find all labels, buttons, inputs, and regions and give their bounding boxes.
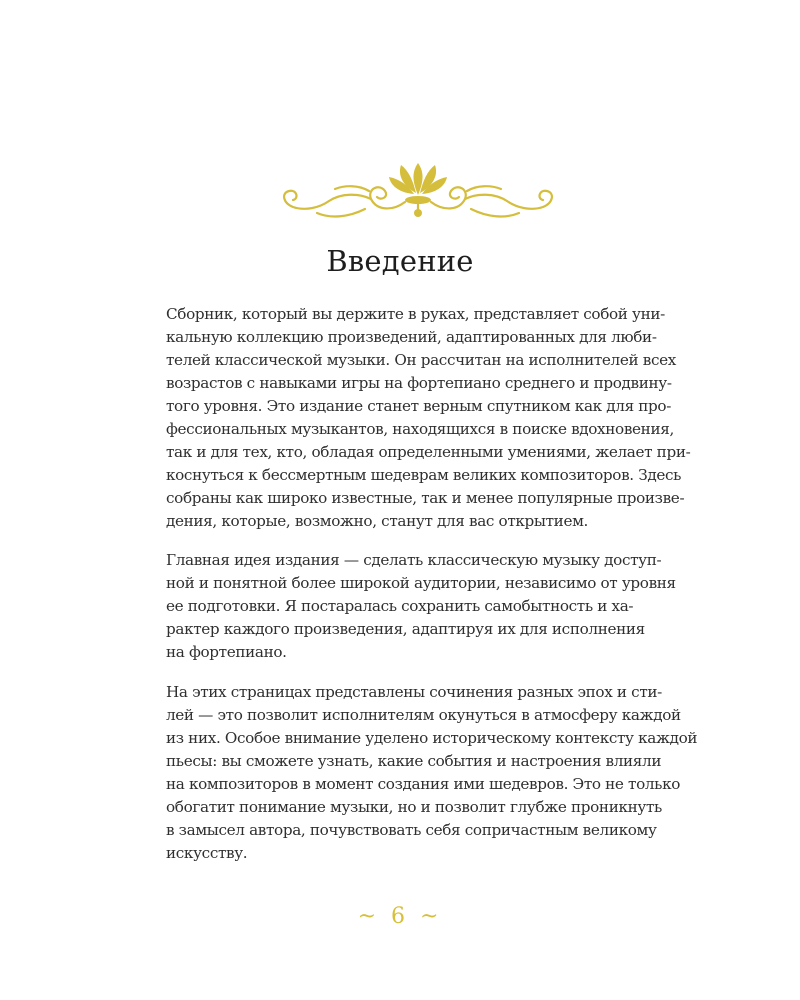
text-line: рактер каждого произведения, адаптируя их для исполнения [166, 620, 645, 638]
text-line: лей — это позволит исполнителям окунуться в атмосферу каждой [166, 706, 681, 724]
text-line: Сборник, который вы держите в руках, представляет собой уни- [166, 305, 665, 323]
page-number: ~ 6 ~ [357, 904, 443, 929]
text-line: собраны как широко известные, так и менее популярные произве- [166, 489, 685, 507]
text-line: ее подготовки. Я постаралась сохранить самобытность и ха- [166, 597, 634, 615]
text-line: из них. Особое внимание уделено историческому контексту каждой [166, 729, 698, 747]
text-line: телей классической музыки. Он рассчитан на исполнителей всех [166, 351, 676, 369]
page-title: Введение [326, 244, 474, 278]
text-line: искусству. [166, 844, 248, 862]
text-line: обогатит понимание музыки, но и позволит глубже проникнуть [166, 798, 662, 816]
text-line: кальную коллекцию произведений, адаптированных для люби- [166, 328, 657, 346]
text-line: ной и понятной более широкой аудитории, независимо от уровня [166, 574, 676, 592]
text-line: в замысел автора, почувствовать себя сопричастным великому [166, 821, 657, 839]
text-line: возрастов с навыками игры на фортепиано среднего и продвину- [166, 374, 672, 392]
text-line: на композиторов в момент создания ими шедевров. Это не только [166, 775, 681, 793]
text-line: так и для тех, кто, обладая определенными умениями, желает при- [166, 443, 691, 461]
text-line: дения, которые, возможно, станут для вас открытием. [166, 512, 589, 530]
decorative-flourish-ornament [275, 153, 561, 225]
text-line: фессиональных музыкантов, находящихся в поиске вдохновения, [166, 420, 674, 438]
text-line: коснуться к бессмертным шедеврам великих композиторов. Здесь [166, 466, 682, 484]
text-line: Главная идея издания — сделать классическую музыку доступ- [166, 551, 662, 569]
text-line: На этих страницах представлены сочинения разных эпох и сти- [166, 683, 662, 701]
text-line: пьесы: вы сможете узнать, какие события и настроения влияли [166, 752, 662, 770]
text-line: того уровня. Это издание станет верным спутником как для про- [166, 397, 671, 415]
text-line: на фортепиано. [166, 643, 287, 661]
